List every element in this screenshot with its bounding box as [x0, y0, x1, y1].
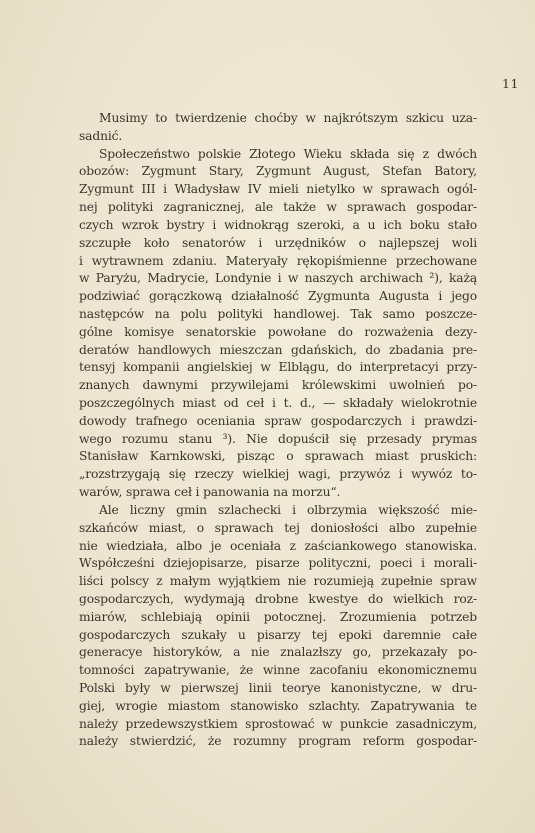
text-line: gólne komisye senatorskie powołane do rozważenia dezy-	[79, 324, 477, 339]
text-line: „rozstrzygają się rzeczy wielkiej wagi, przywóz i wywóz to-	[79, 467, 477, 482]
text-line: szczupłe koło senatorów i urzędników o najlepszej woli	[79, 235, 477, 250]
text-line: miarów, schlebiają opinii potocznej. Zrozumienia potrzeb	[79, 609, 477, 624]
text-line: gospodarczych szukały u pisarzy tej epoki daremnie całe	[79, 627, 477, 642]
text-line: tomności zapatrywanie, że winne zacofaniu ekonomicznemu	[79, 663, 477, 678]
page-number: 11	[502, 76, 519, 91]
text-line: poszczególnych miast od ceł i t. d., — składały wielokrotnie	[79, 396, 477, 410]
text-line: nej polityki zagranicznej, ale także w sprawach gospodar-	[79, 200, 477, 215]
text-line: należy przedewszystkiem sprostować w punkcie zasadniczym,	[79, 716, 477, 731]
text-line: należy stwierdzić, że rozumny program reform gospodar-	[79, 734, 477, 749]
text-line: Stanisław Karnkowski, pisząc o sprawach miast pruskich:	[79, 449, 477, 464]
text-line: deratów handlowych mieszczan gdańskich, do zbadania pre-	[79, 342, 477, 357]
text-line: wego rozumu stanu ³). Nie dopuścił się przesady prymas	[79, 431, 477, 446]
text-line: warów, sprawa ceł i panowania na morzu“.	[79, 485, 341, 500]
text-line: znanych dawnymi przywilejami królewskimi uwolnień po-	[79, 378, 477, 393]
text-line: i wytrawnem zdaniu. Materyały rękopiśmienne przechowane	[79, 253, 477, 268]
text-line: generacye historyków, a nie znalazłszy go, przekazały po-	[79, 645, 477, 660]
body-text	[79, 110, 477, 751]
text-line: następców na polu polityki handlowej. Tak samo poszcze-	[79, 306, 477, 321]
text-line: Współcześni dziejopisarze, pisarze polityczni, poeci i morali-	[79, 556, 477, 571]
text-line: liści polscy z małym wyjątkiem nie rozumieją zupełnie spraw	[79, 574, 477, 589]
text-line: w Paryżu, Madrycie, Londynie i w naszych archiwach ²), każą	[79, 271, 477, 286]
text-line: gospodarczych, wydymają drobne kwestye do wielkich roz-	[79, 591, 477, 606]
text-line: czych wzrok bystry i widnokrąg szeroki, a u ich boku stało	[79, 217, 477, 232]
text-line: Ale liczny gmin szlachecki i olbrzymia większość mie-	[99, 502, 477, 517]
text-line: tensyj kompanii angielskiej w Elblągu, do interpretacyi przy-	[79, 360, 477, 375]
text-line: sadnić.	[79, 128, 123, 143]
text-line: nie wiedziała, albo je oceniała z zaściankowego stanowiska.	[79, 538, 477, 553]
text-line: Musimy to twierdzenie choćby w najkrótszym szkicu uza-	[99, 111, 477, 125]
text-line: giej, wrogie miastom stanowisko szlachty. Zapatrywania te	[79, 698, 477, 713]
text-line: szkańców miast, o sprawach tej doniosłości albo zupełnie	[79, 520, 477, 535]
text-line: Zygmunt III i Władysław IV mieli nietylko w sprawach ogól-	[79, 182, 477, 197]
text-line: obozów: Zygmunt Stary, Zygmunt August, Stefan Batory,	[79, 164, 477, 179]
text-line: dowody trafnego oceniania spraw gospodarczych i prawdzi-	[79, 413, 477, 428]
text-line: Społeczeństwo polskie Złotego Wieku składa się z dwóch	[99, 146, 477, 161]
text-line: podziwiać gorączkową działalność Zygmunta Augusta i jego	[79, 289, 477, 304]
text-line: Polski były w pierwszej linii teorye kanonistyczne, w dru-	[79, 681, 477, 695]
